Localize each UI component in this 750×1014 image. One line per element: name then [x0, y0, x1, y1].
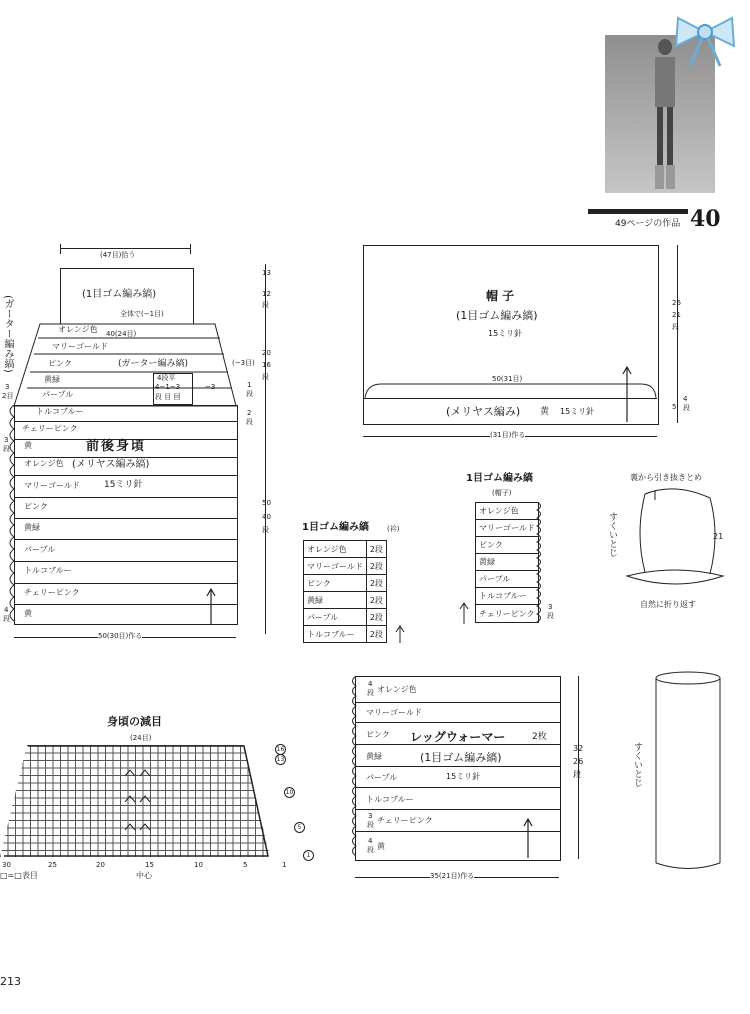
hat-title: 帽 子: [486, 289, 515, 303]
leg-right-dim: 32: [573, 744, 584, 753]
up-arrow-icon: [622, 366, 632, 422]
rib-hat-side: 3: [548, 603, 553, 611]
hat-needle: 15ミリ針: [488, 329, 523, 338]
row-label: チェリーピンク: [22, 424, 78, 433]
up-arrow-icon: [523, 818, 533, 858]
minus-three: −3: [205, 383, 216, 391]
minus-three-right: (−3目): [232, 359, 255, 367]
row-label: 黄緑: [24, 523, 40, 532]
leg-bottom-count: 35(21目)作る: [430, 872, 475, 880]
right-dim: 段: [246, 390, 253, 398]
top-width: (47目)拾う: [100, 251, 136, 259]
rib-body-subtitle: (衿): [387, 525, 400, 533]
row-label: トルコブルー: [366, 795, 414, 804]
row-label: ピンク: [366, 730, 390, 739]
row-label: パープル: [24, 545, 56, 554]
rib-body-title: 1目ゴム編み縞: [302, 522, 369, 533]
finish-right-val: 21: [713, 532, 724, 541]
side-dim: 13: [262, 269, 271, 277]
row-label: 黄: [24, 609, 32, 618]
x-tick: 1: [282, 861, 287, 869]
chart-legend: □=□表目: [0, 871, 38, 880]
hat-stockinette: (メリヤス編み): [446, 405, 521, 418]
leg-warmer-rib: (1目ゴム編み縞): [420, 751, 502, 764]
body-needle: 15ミリ針: [104, 480, 143, 490]
left-dim: 段: [3, 615, 10, 623]
scallop-edge: [4, 405, 16, 625]
garter-label: (ガーター編み縞): [118, 359, 189, 369]
up-arrow-icon: [395, 625, 405, 643]
neck-label: (1目ゴム編み縞): [82, 289, 157, 300]
tube-label: すくいとじ: [632, 742, 642, 787]
chart-marker: 10: [285, 789, 294, 796]
x-tick: 30: [2, 861, 11, 869]
dec-note: 段 目 回: [155, 393, 181, 401]
rib-hat-side: 段: [547, 612, 554, 620]
right-dim: 2: [247, 409, 252, 417]
finish-bottom-note: 自然に折り返す: [640, 600, 696, 609]
x-tick: 15: [145, 861, 154, 869]
left-dim: 3: [4, 436, 9, 444]
page-ref: 49ページの作品: [615, 219, 681, 229]
pattern-number: 40: [690, 206, 721, 232]
x-tick: 25: [48, 861, 57, 869]
dec-note: 4−1−3: [155, 383, 181, 391]
hat-dim: 5: [672, 403, 677, 411]
rib-hat-subtitle: (帽子): [492, 489, 512, 497]
x-tick: 10: [194, 861, 203, 869]
rib-body-table: [303, 540, 387, 643]
bow-icon: [670, 10, 740, 70]
leg-left-dim: 段: [367, 846, 374, 854]
leg-left-dim: 段: [367, 821, 374, 829]
scallop-edge: [536, 502, 546, 622]
side-label: (ガーター編み縞): [2, 295, 13, 373]
leg-warmer-qty: 2枚: [532, 732, 547, 742]
chart-marker: 5: [294, 822, 305, 833]
leg-left-dim: 4: [368, 837, 373, 845]
leg-left-dim: 4: [368, 680, 373, 688]
bottom-count: 50(30目)作る: [98, 632, 143, 640]
hat-color: 黄: [540, 407, 550, 417]
header-bar: [588, 209, 688, 214]
chart-center: 中心: [136, 871, 152, 880]
right-dim: 段: [246, 418, 253, 426]
dec-note: 4段平: [157, 374, 176, 382]
row-label: オレンジ色: [377, 685, 417, 694]
hat-dim: 段: [683, 404, 690, 412]
row-label: トルコブルー: [24, 566, 72, 575]
hat-dim: 段: [672, 323, 679, 331]
left-dim: 2目: [2, 392, 14, 400]
row-label: 黄: [377, 842, 385, 851]
row-label: オレンジ色: [58, 325, 98, 334]
leg-right-dim: 26: [573, 757, 584, 766]
side-dim: 段: [262, 301, 269, 309]
side-dim: 50: [262, 499, 271, 507]
hat-dim: 4: [683, 395, 688, 403]
row-label: ピンク: [48, 359, 72, 368]
row-label: ピンク: [24, 502, 48, 511]
table-row: トルコブルー 2段: [304, 626, 387, 643]
chart-marker: 1: [303, 850, 314, 861]
leg-warmer-needle: 15ミリ針: [446, 772, 481, 781]
row-label: マリーゴールド: [52, 342, 108, 351]
side-dim-line: [265, 264, 266, 634]
row-label: 黄緑: [366, 752, 382, 761]
side-dim: 16: [262, 361, 271, 369]
right-dim: 1: [247, 381, 252, 389]
hat-needle-2: 15ミリ針: [560, 407, 595, 416]
total-note: 全体で(−1目): [120, 310, 164, 318]
row-label: パープル: [42, 390, 74, 399]
left-dim: 3: [5, 383, 10, 391]
hat-finish-sketch: [615, 484, 725, 594]
row-label: 黄: [24, 441, 32, 450]
side-dim: 20: [262, 349, 271, 357]
hat-fold-line: [363, 380, 658, 400]
body-title: 前後身頃: [86, 439, 147, 454]
table-row: マリーゴールド 2段: [304, 558, 387, 575]
row-label: トルコブルー: [36, 407, 84, 416]
side-dim: 段: [262, 373, 269, 381]
side-dim: 12: [262, 290, 271, 298]
hat-dim: 21: [672, 311, 681, 319]
x-tick: 20: [96, 861, 105, 869]
scallop-edge: [347, 676, 357, 860]
hat-rib-label: (1目ゴム編み縞): [456, 309, 538, 322]
hat-dim: 26: [672, 299, 681, 307]
table-row: 黄緑 2段: [304, 592, 387, 609]
hat-bottom-count: (31目)作る: [490, 431, 526, 439]
side-dim: 40: [262, 513, 271, 521]
row-label: チェリーピンク: [24, 588, 80, 597]
rib-hat-title: 1目ゴム編み縞: [466, 473, 533, 484]
tube-sketch: [650, 668, 730, 873]
stockinette-label: (メリヤス編み縞): [72, 459, 150, 470]
up-arrow-icon: [459, 602, 469, 624]
rib-hat-table: オレンジ色 マリーゴールド ピンク 黄緑 パープル トルコブルー チェリーピンク: [475, 502, 539, 623]
leg-left-dim: 3: [368, 812, 373, 820]
row-label: パープル: [366, 773, 398, 782]
row-label: 黄緑: [44, 375, 60, 384]
leg-warmer-title: レッグウォーマー: [410, 730, 506, 744]
up-arrow-icon: [206, 588, 216, 624]
dec-chart-count: (24目): [130, 734, 152, 742]
page-number: 213: [0, 975, 21, 988]
finish-top-note: 裏から引き抜きとめ: [630, 473, 702, 482]
dec-chart-outline: [0, 742, 275, 860]
table-row: パープル 2段: [304, 609, 387, 626]
table-row: ピンク 2段: [304, 575, 387, 592]
finish-left-note: すくいとじ: [607, 512, 617, 557]
leg-left-dim: 段: [367, 689, 374, 697]
top-count: 40(24目): [106, 330, 137, 338]
row-label: オレンジ色: [24, 459, 64, 468]
left-dim: 段: [3, 445, 10, 453]
leg-right-dim: 段: [573, 770, 581, 779]
left-dim: 4: [4, 606, 9, 614]
row-label: チェリーピンク: [377, 816, 433, 825]
chart-marker: 16: [276, 746, 285, 753]
table-row: オレンジ色 2段: [304, 541, 387, 558]
x-tick: 5: [243, 861, 248, 869]
dec-chart-title: 身頃の減目: [107, 715, 162, 728]
row-label: マリーゴールド: [24, 481, 80, 490]
hat-count: 50(31目): [492, 375, 523, 383]
side-dim: 段: [262, 526, 269, 534]
row-label: マリーゴールド: [366, 708, 422, 717]
chart-marker: 13: [276, 756, 285, 763]
